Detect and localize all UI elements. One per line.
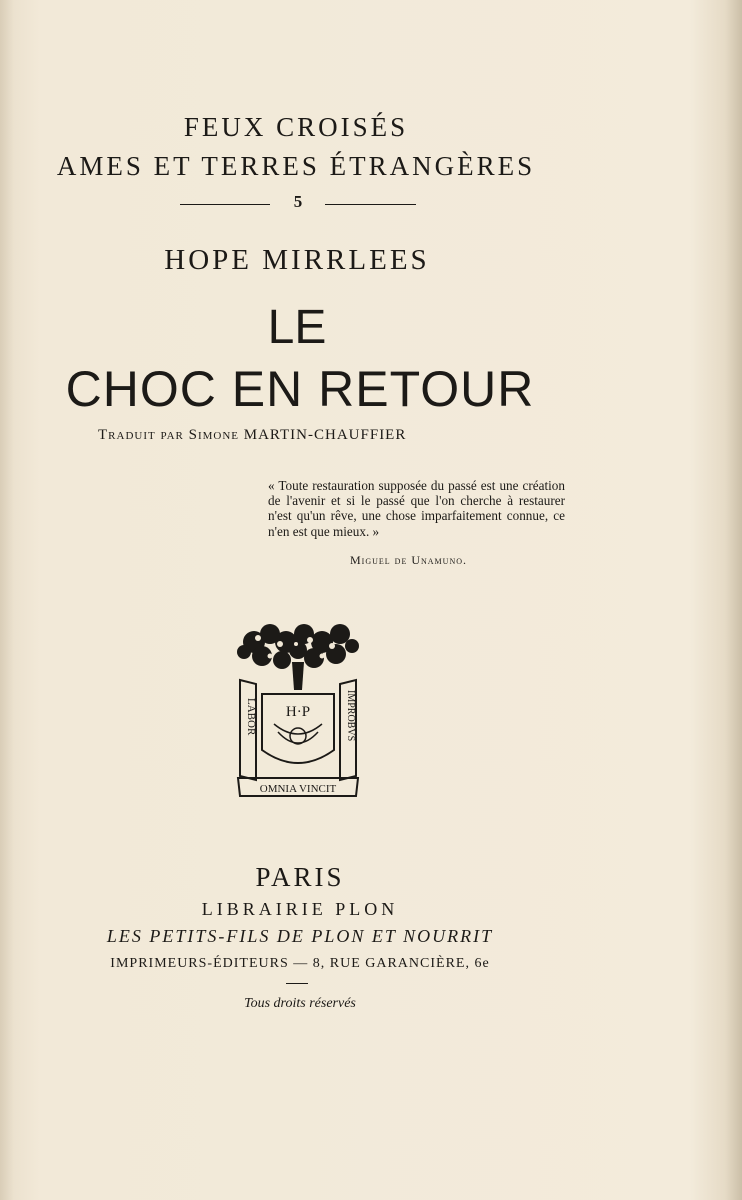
right-rule <box>325 204 416 205</box>
imprint-city: PARIS <box>255 862 345 892</box>
imprint-publisher-sub: LES PETITS-FILS DE PLON ET NOURRIT <box>106 926 494 946</box>
epigraph-attribution: Miguel de Unamuno. <box>350 553 467 567</box>
book-title-line1: LE <box>267 301 327 354</box>
book-title-line2: CHOC EN RETOUR <box>65 361 535 417</box>
series-number: 5 <box>293 192 303 211</box>
imprint-rule <box>286 983 308 984</box>
imprint-publisher: LIBRAIRIE PLON <box>201 899 399 919</box>
imprint-rights: Tous droits réservés <box>244 996 356 1011</box>
series-subtitle: AMES ET TERRES ÉTRANGÈRES <box>56 151 536 181</box>
author-name: HOPE MIRRLEES <box>164 244 430 276</box>
emblem-left-ribbon-text: LABOR <box>245 698 257 736</box>
epigraph-text: « Toute restauration supposée du passé est une création de l'avenir et si le passé que l'on cherche à restaurer n'est qu'un rêve, une chose imparfaitement connue, ce n'en est que mieux. » <box>268 478 565 539</box>
publisher-emblem <box>234 620 362 800</box>
emblem-monogram: H·P <box>285 704 311 720</box>
emblem-bottom-ribbon-text: OMNIA VINCIT <box>259 783 337 795</box>
series-number-row <box>180 192 416 216</box>
left-rule <box>180 204 270 205</box>
translator-credit: Traduit par Simone MARTIN-CHAUFFIER <box>98 427 407 443</box>
imprint-address: IMPRIMEURS-ÉDITEURS — 8, RUE GARANCIÈRE, 6e <box>110 956 490 971</box>
emblem-right-ribbon-text: IMPROBVS <box>345 690 356 742</box>
series-title: FEUX CROISÉS <box>183 112 409 142</box>
